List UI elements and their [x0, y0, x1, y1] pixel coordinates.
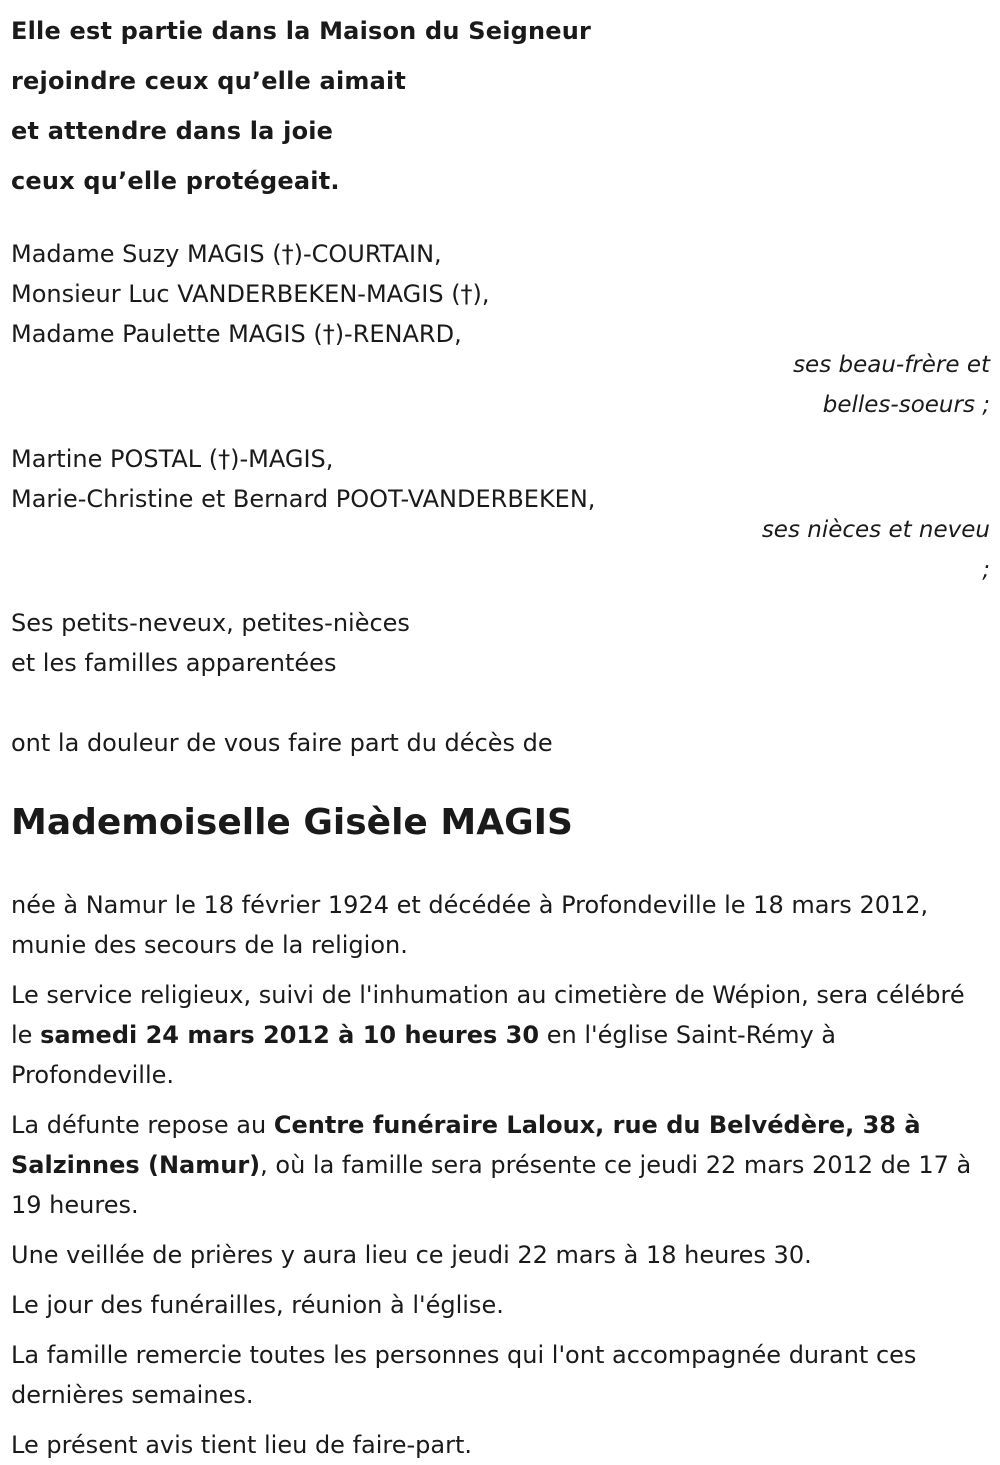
service-date: samedi 24 mars 2012 à 10 heures 30: [40, 1021, 540, 1049]
family-line: et les familles apparentées: [11, 649, 337, 677]
verse-line: Elle est partie dans la Maison du Seigneur: [11, 17, 592, 45]
relation-label: ses beau-frère et belles-soeurs ;: [793, 352, 990, 418]
verse-line: et attendre dans la joie: [11, 117, 334, 145]
family-group-extended: [11, 603, 990, 683]
family-group-siblings-in-law: [11, 234, 990, 425]
notice-text: Le présent avis tient lieu de faire-part.: [11, 1431, 473, 1459]
obituary-notice: [11, 6, 990, 1465]
birth-death-details: née à Namur le 18 février 1924 et décédée à Profondeville le 18 mars 2012, munie des secours de la religion.: [11, 891, 929, 959]
funeral-day-details: Le jour des funérailles, réunion à l'église.: [11, 1291, 504, 1319]
relation-label: ses nièces et neveu ;: [761, 517, 990, 583]
opening-verse: [11, 6, 990, 206]
vigil-details: Une veillée de prières y aura lieu ce jeudi 22 mars à 18 heures 30.: [11, 1241, 812, 1269]
repose-details: La défunte repose au Centre funéraire Laloux, rue du Belvédère, 38 à Salzinnes (Namur), où la famille sera présente ce jeudi 22 mars 2012 de 17 à 19 heures.: [11, 1111, 972, 1219]
thanks-text: La famille remercie toutes les personnes qui l'ont accompagnée durant ces dernières semaines.: [11, 1341, 917, 1409]
service-details: Le service religieux, suivi de l'inhumation au cimetière de Wépion, sera célébré le samedi 24 mars 2012 à 10 heures 30 en l'église Saint-Rémy à Profondeville.: [11, 981, 965, 1089]
family-member-name: Madame Suzy MAGIS (†)-COURTAIN,: [11, 240, 442, 268]
family-group-nieces-nephew: [11, 439, 990, 590]
family-member-name: Monsieur Luc VANDERBEKEN-MAGIS (†),: [11, 280, 490, 308]
funeral-home-address: Centre funéraire Laloux, rue du Belvédère, 38 à Salzinnes (Namur): [11, 1111, 921, 1179]
family-line: Ses petits-neveux, petites-nièces: [11, 609, 410, 637]
announcement-text: ont la douleur de vous faire part du décès de: [11, 729, 553, 757]
deceased-name: Mademoiselle Gisèle MAGIS: [11, 802, 573, 843]
family-member-name: Marie-Christine et Bernard POOT-VANDERBEKEN,: [11, 485, 596, 513]
verse-line: rejoindre ceux qu’elle aimait: [11, 67, 407, 95]
family-member-name: Martine POSTAL (†)-MAGIS,: [11, 445, 334, 473]
family-member-name: Madame Paulette MAGIS (†)-RENARD,: [11, 320, 462, 348]
verse-line: ceux qu’elle protégeait.: [11, 167, 340, 195]
